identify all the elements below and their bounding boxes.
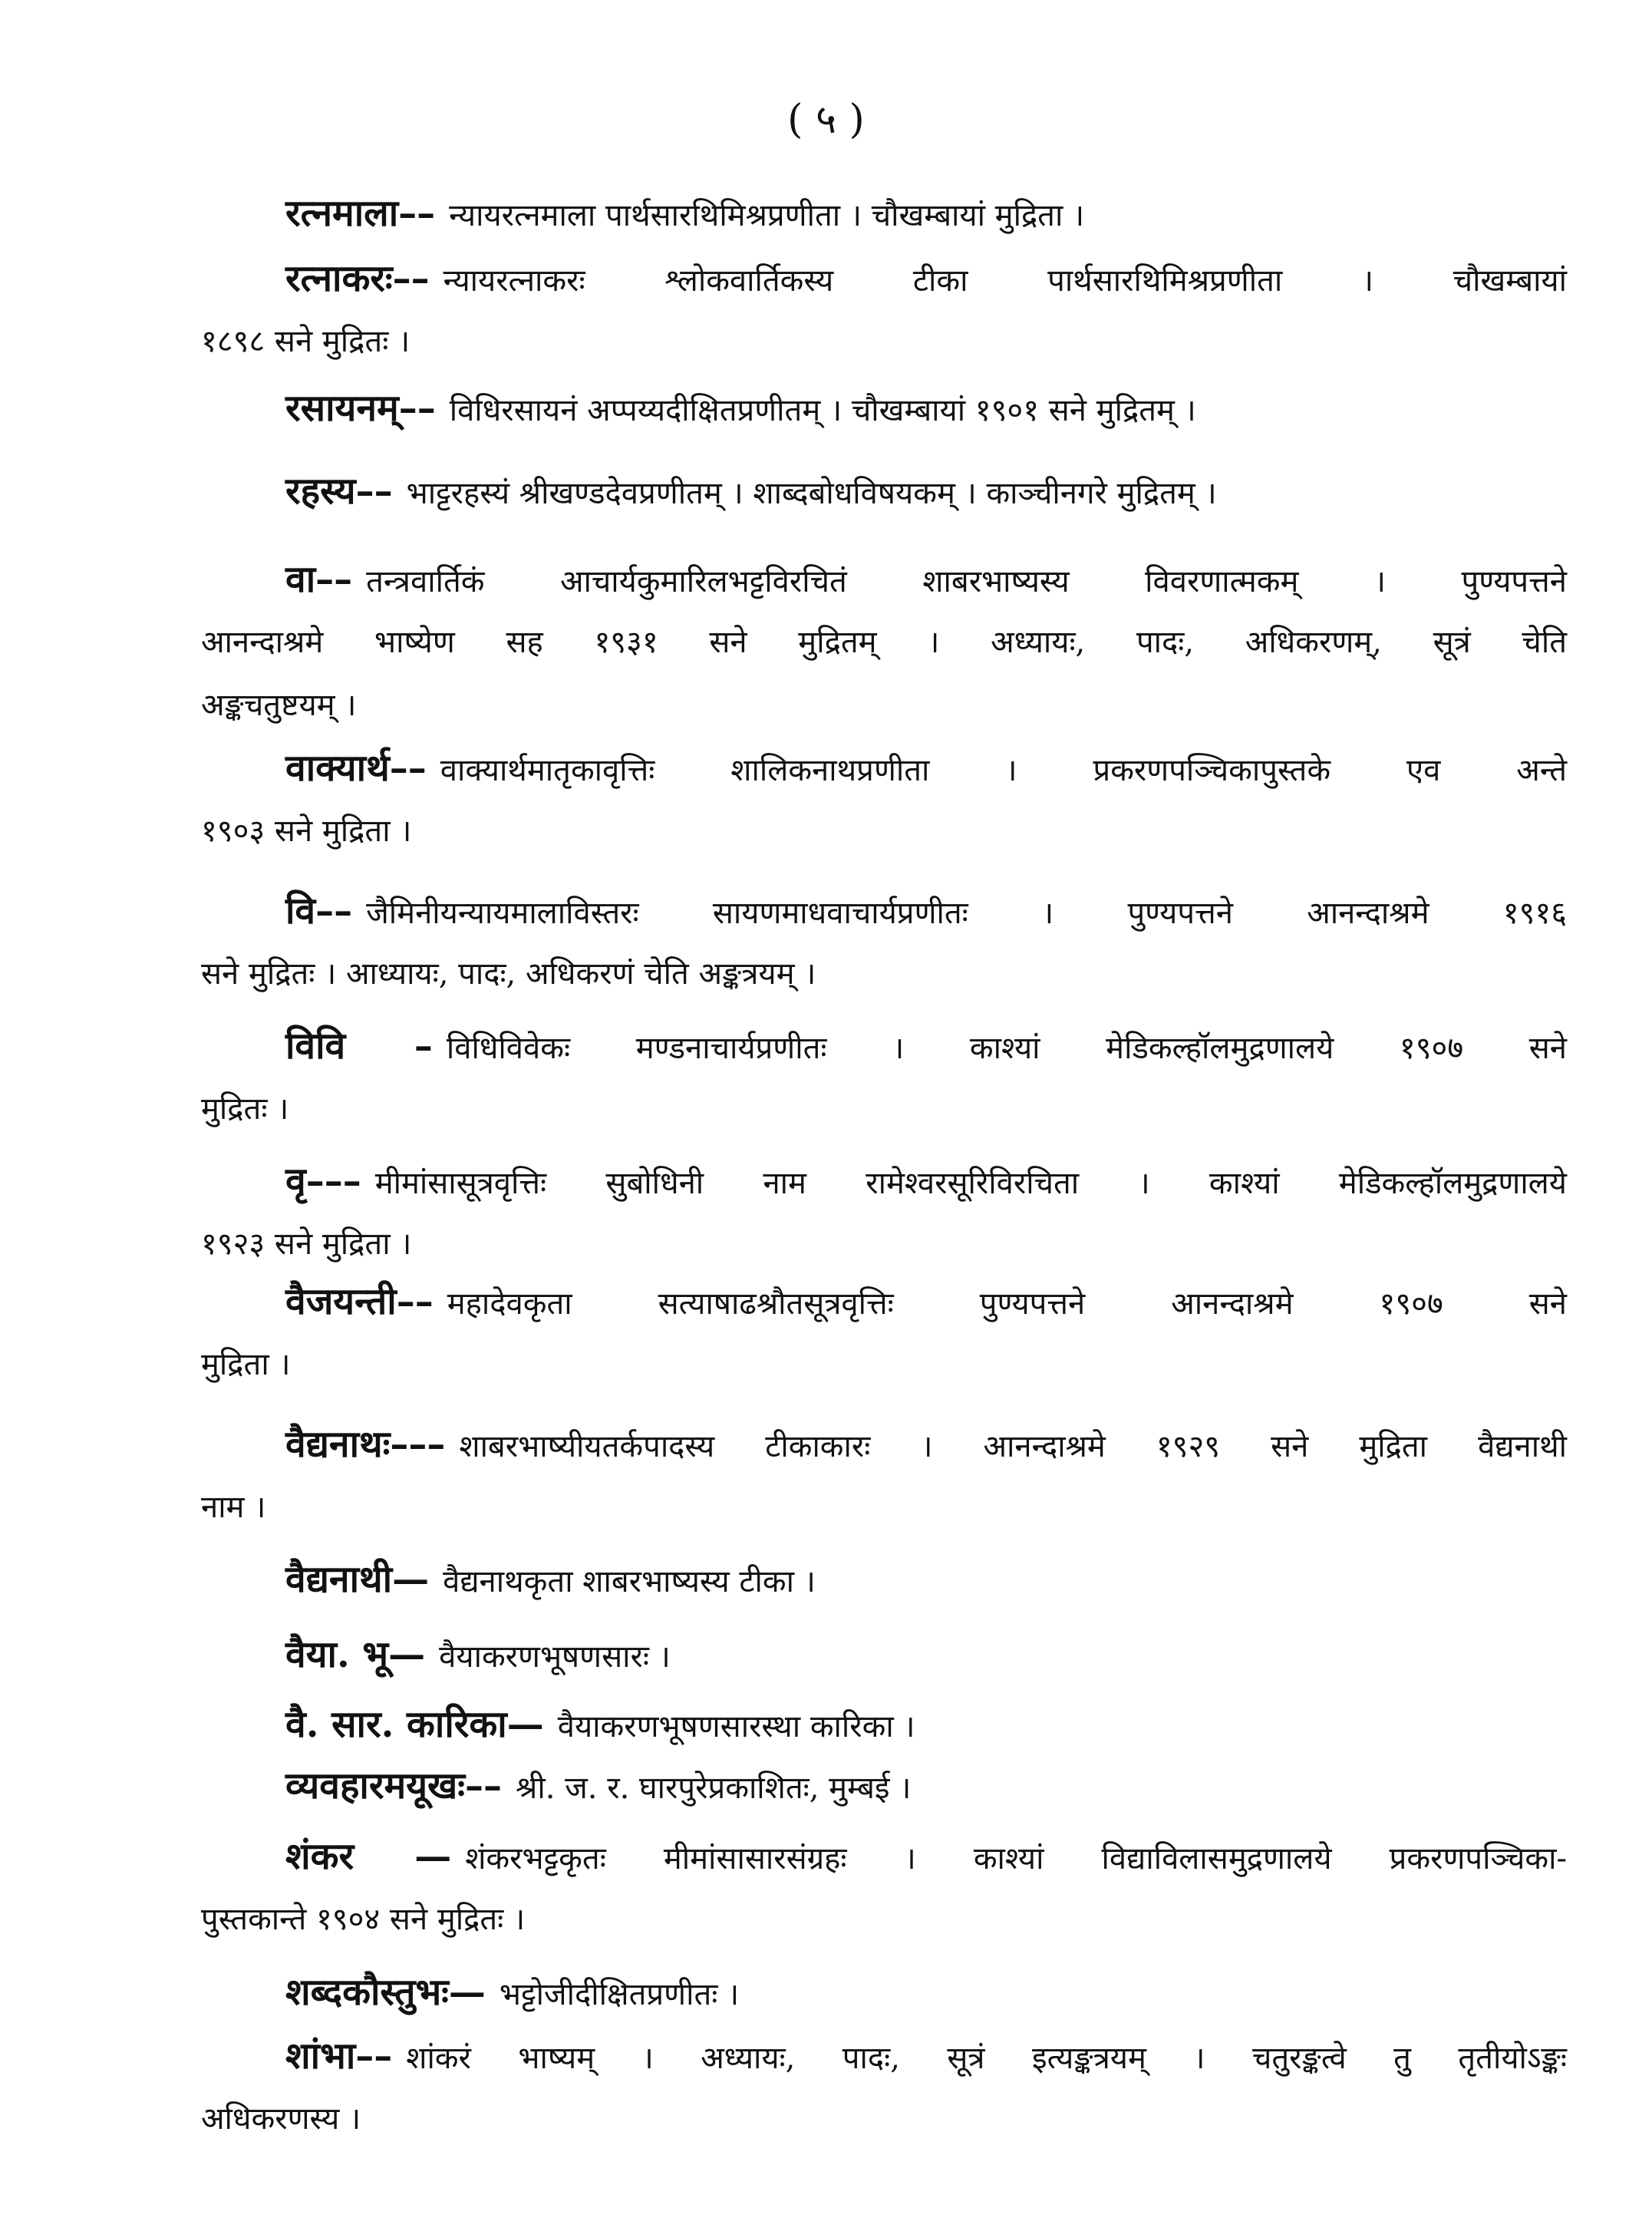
entry-text: विधिविवेकः मण्डनाचार्यप्रणीतः । काश्यां मेडिकल्हॉलमुद्रणालये १९०७ सने	[446, 1031, 1568, 1066]
entry-line	[201, 1484, 1567, 1547]
entry-line	[201, 1763, 1567, 1826]
entry-headword: विवि –	[285, 1025, 433, 1068]
glossary-entry	[201, 1632, 1567, 1695]
entry-text: न्यायरत्नमाला पार्थसारथिमिश्रप्रणीता । चौखम्बायां मुद्रिता ।	[449, 198, 1085, 233]
entry-text: शाबरभाष्यीयतर्कपादस्य टीकाकारः । आनन्दाश्रमे १९२९ सने मुद्रिता वैद्यनाथी	[459, 1429, 1567, 1464]
entry-text: न्यायरत्नाकरः श्लोकवार्तिकस्य टीका पार्थसारथिमिश्रप्रणीता । चौखम्बायां	[443, 263, 1567, 299]
glossary-entry	[201, 888, 1567, 1014]
entry-line	[201, 1086, 1567, 1149]
entry-headword: रसायनम्––	[285, 387, 436, 430]
glossary-entry	[201, 468, 1567, 531]
glossary-entry	[201, 1023, 1567, 1149]
entry-text: शांकरं भाष्यम् । अध्यायः, पादः, सूत्रं इत्यङ्कत्रयम् । चतुरङ्कत्वे तु तृतीयोऽङ्कः	[406, 2041, 1567, 2076]
entry-text: भट्टोजीदीक्षितप्रणीतः ।	[499, 1977, 740, 2012]
glossary-entry	[201, 256, 1567, 381]
entry-line	[201, 745, 1567, 808]
entry-text: १९२३ सने मुद्रिता ।	[201, 1226, 412, 1262]
glossary-entry	[201, 1763, 1567, 1826]
entry-text: विधिरसायनं अप्पय्यदीक्षितप्रणीतम् । चौखम्बायां १९०१ सने मुद्रितम् ।	[449, 393, 1196, 428]
entry-headword: वैया. भू—	[285, 1633, 426, 1676]
glossary-entry	[201, 556, 1567, 745]
entry-text: वैद्यनाथकृता शाबरभाष्यस्य टीका ।	[443, 1564, 816, 1599]
entry-line	[201, 1701, 1567, 1764]
entry-line	[201, 1969, 1567, 2032]
entry-text: नाम ।	[201, 1490, 266, 1525]
entry-text: जैमिनीयन्यायमालाविस्तरः सायणमाधवाचार्यप्रणीतः । पुण्यपत्तने आनन्दाश्रमे १९१६	[366, 896, 1567, 931]
entry-line	[201, 556, 1567, 619]
entry-headword: वै. सार. कारिका—	[285, 1703, 544, 1746]
glossary-entry	[201, 1421, 1567, 1547]
entry-text: मुद्रितः ।	[201, 1091, 289, 1127]
entry-line	[201, 1158, 1567, 1221]
entry-line	[201, 1221, 1567, 1284]
entry-headword: वृ–––	[285, 1160, 361, 1203]
entry-headword: रत्नमाला––	[285, 192, 436, 235]
entry-text: सने मुद्रितः । आध्यायः, पादः, अधिकरणं चेति अङ्कत्रयम् ।	[201, 956, 816, 992]
entry-headword: वाक्यार्थ––	[285, 747, 427, 790]
entry-text: मुद्रिता ।	[201, 1347, 291, 1382]
entry-text: वैयाकरणभूषणसारः ।	[439, 1639, 671, 1675]
entry-text: तन्त्रवार्तिकं आचार्यकुमारिलभट्टविरचितं शाबरभाष्यस्य विवरणात्मकम् । पुण्यपत्तने	[366, 564, 1567, 599]
entry-text: वाक्यार्थमातृकावृत्तिः शालिकनाथप्रणीता । प्रकरणपञ्चिकापुस्तके एव अन्ते	[440, 753, 1567, 788]
entry-text: आनन्दाश्रमे भाष्येण सह १९३१ सने मुद्रितम् । अध्यायः, पादः, अधिकरणम्, सूत्रं चेति	[201, 625, 1567, 660]
glossary-entry	[201, 1701, 1567, 1764]
entry-headword: व्यवहारमयूखः––	[285, 1764, 503, 1807]
entry-headword: वैद्यनाथी—	[285, 1558, 430, 1601]
entry-text: १८९८ सने मुद्रितः ।	[201, 324, 411, 359]
entry-text: भाट्टरहस्यं श्रीखण्डदेवप्रणीतम् । शाब्दबोधविषयकम् । काञ्चीनगरे मुद्रितम् ।	[406, 476, 1217, 511]
entry-headword: वैजयन्ती––	[285, 1280, 434, 1323]
entry-text: श्री. ज. र. घारपुरेप्रकाशितः, मुम्बई ।	[516, 1771, 912, 1806]
entry-headword: रहस्य––	[285, 470, 393, 513]
entry-headword: वा––	[285, 558, 353, 601]
entry-text: वैयाकरणभूषणसारस्था कारिका ।	[557, 1709, 915, 1744]
entry-headword: वि––	[285, 889, 353, 932]
glossary-entry	[201, 1833, 1567, 1959]
entry-line	[201, 951, 1567, 1014]
entry-text: महादेवकृता सत्याषाढश्रौतसूत्रवृत्तिः पुण्यपत्तने आनन्दाश्रमे १९०७ सने	[447, 1286, 1567, 1322]
entry-line	[201, 1632, 1567, 1695]
entry-headword: शांभा––	[285, 2035, 393, 2078]
entry-headword: रत्नाकरः––	[285, 257, 430, 300]
entry-text: पुस्तकान्ते १९०४ सने मुद्रितः ।	[201, 1902, 526, 1937]
entry-line	[201, 1421, 1567, 1484]
glossary-entry	[201, 190, 1567, 253]
entry-text: अङ्कचतुष्टयम् ।	[201, 688, 357, 723]
entry-headword: शब्दकौस्तुभः—	[285, 1971, 486, 2014]
entry-line	[201, 468, 1567, 531]
entry-line	[201, 1023, 1567, 1086]
entry-text: शंकरभट्टकृतः मीमांसासारसंग्रहः । काश्यां विद्याविलासमुद्रणालये प्रकरणपञ्चिका-	[465, 1841, 1567, 1876]
glossary-entry	[201, 1969, 1567, 2032]
glossary-entry	[201, 2033, 1567, 2159]
glossary-entry	[201, 745, 1567, 871]
entry-text: १९०३ सने मुद्रिता ।	[201, 814, 412, 849]
glossary-entry	[201, 385, 1567, 448]
entry-text: मीमांसासूत्रवृत्तिः सुबोधिनी नाम रामेश्वरसूरिविरचिता । काश्यां मेडिकल्हॉलमुद्रणालये	[374, 1166, 1567, 1201]
entry-line	[201, 1342, 1567, 1404]
entry-line	[201, 1279, 1567, 1342]
entry-text: अधिकरणस्य ।	[201, 2101, 361, 2137]
entry-line	[201, 1896, 1567, 1959]
entry-line	[201, 256, 1567, 318]
entry-headword: वैद्यनाथः–––	[285, 1423, 446, 1466]
entry-line	[201, 888, 1567, 951]
glossary-entry	[201, 1556, 1567, 1619]
entry-line	[201, 619, 1567, 682]
entry-line	[201, 190, 1567, 253]
entry-line	[201, 1833, 1567, 1896]
glossary-entry	[201, 1279, 1567, 1404]
entry-line	[201, 385, 1567, 448]
entry-line	[201, 1556, 1567, 1619]
glossary-entry	[201, 1158, 1567, 1284]
entry-line	[201, 2096, 1567, 2159]
entry-line	[201, 2033, 1567, 2096]
entry-headword: शंकर —	[285, 1835, 452, 1878]
entry-line	[201, 682, 1567, 745]
entry-line	[201, 318, 1567, 381]
page-number: ( ५ )	[787, 97, 865, 143]
entry-line	[201, 808, 1567, 871]
